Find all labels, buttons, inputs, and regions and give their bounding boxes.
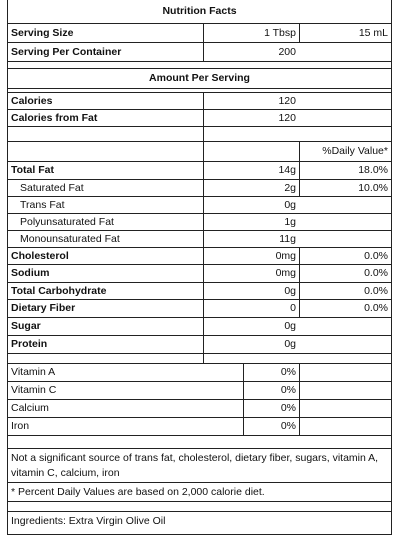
nutrient-row: [8, 283, 391, 300]
vitamin-row: [8, 418, 391, 436]
nutrient-daily-value: 0.0%: [299, 248, 391, 264]
vitamin-label: Vitamin A: [11, 366, 56, 379]
nutrient-label: Protein: [11, 338, 48, 351]
serving-size-label: Serving Size: [11, 26, 74, 39]
serving-size-row: [8, 24, 391, 43]
nutrient-amount: 0mg: [203, 265, 299, 282]
servings-per-container-value: 200: [203, 43, 299, 61]
serving-size-ml: 15 mL: [299, 24, 391, 42]
nutrient-row: [8, 214, 391, 231]
spacer-row: [8, 502, 391, 512]
nutrition-facts-table: [7, 0, 392, 535]
calories-row: [8, 93, 391, 110]
nutrient-row: [8, 162, 391, 180]
nutrient-label: Trans Fat: [20, 198, 65, 211]
calories-from-fat-label: Calories from Fat: [11, 111, 98, 124]
nutrient-amount: 14g: [203, 162, 299, 179]
nutrient-label: Sodium: [11, 267, 50, 280]
nutrient-amount: 0: [203, 300, 299, 317]
serving-size-tbsp: 1 Tbsp: [203, 24, 299, 42]
blank-cell: [299, 400, 391, 417]
nutrient-row: [8, 197, 391, 214]
amount-per-serving-row: [8, 69, 391, 89]
nutrient-row: [8, 248, 391, 265]
vitamin-percent: 0%: [243, 382, 299, 399]
amount-per-serving-heading: Amount Per Serving: [149, 72, 250, 85]
nutrient-label: Sugar: [11, 320, 41, 333]
nutrient-amount: 0g: [203, 197, 299, 213]
daily-value-header: %Daily Value*: [299, 142, 391, 161]
vitamin-row: [8, 364, 391, 382]
nutrient-amount: 0g: [203, 283, 299, 299]
nutrient-row: [8, 318, 391, 336]
blank-cell: [299, 364, 391, 381]
vitamin-row: [8, 382, 391, 400]
nutrient-label: Cholesterol: [11, 249, 69, 262]
vitamin-label: Iron: [11, 420, 30, 433]
nutrient-row: [8, 300, 391, 318]
nutrient-amount: 11g: [203, 231, 299, 247]
nutrient-label: Dietary Fiber: [11, 302, 76, 315]
ingredients-row: [8, 512, 391, 534]
nutrient-amount: 1g: [203, 214, 299, 230]
blank-cell: [203, 142, 299, 161]
nutrient-amount: 0g: [203, 318, 299, 335]
vitamin-row: [8, 400, 391, 418]
title-row: [8, 0, 391, 24]
servings-per-container-label: Serving Per Container: [11, 45, 122, 58]
footnote-row: [8, 483, 391, 502]
vitamin-percent: 0%: [243, 418, 299, 435]
ingredients-text: Ingredients: Extra Virgin Olive Oil: [11, 515, 166, 527]
nutrient-label: Total Fat: [11, 164, 54, 177]
daily-value-header-row: [8, 142, 391, 162]
nutrient-row: [8, 231, 391, 248]
nutrient-label: Monounsaturated Fat: [20, 232, 120, 245]
vitamin-percent: 0%: [243, 400, 299, 417]
blank-cell: [203, 127, 299, 141]
spacer-row: [8, 62, 391, 69]
servings-per-container-row: [8, 43, 391, 62]
blank-cell: [299, 382, 391, 399]
nutrient-amount: 2g: [203, 180, 299, 196]
nutrient-daily-value: 0.0%: [299, 265, 391, 282]
daily-value-footnote: * Percent Daily Values are based on 2,000 calorie diet.: [11, 486, 265, 498]
nutrient-daily-value: 0.0%: [299, 300, 391, 317]
nutrient-label: Saturated Fat: [20, 181, 84, 194]
blank-row: [8, 354, 391, 364]
nutrient-daily-value: 18.0%: [299, 162, 391, 179]
nutrient-amount: 0g: [203, 336, 299, 353]
nutrient-row: [8, 336, 391, 354]
nutrient-row: [8, 265, 391, 283]
nutrient-amount: 0mg: [203, 248, 299, 264]
blank-row: [8, 436, 391, 449]
nutrient-row: [8, 180, 391, 197]
calories-from-fat-row: [8, 110, 391, 127]
calories-value: 120: [203, 93, 299, 109]
vitamin-percent: 0%: [243, 364, 299, 381]
blank-cell: [299, 418, 391, 435]
nutrient-daily-value: 10.0%: [299, 180, 391, 196]
vitamin-label: Calcium: [11, 402, 49, 415]
calories-from-fat-value: 120: [203, 110, 299, 126]
vitamin-label: Vitamin C: [11, 384, 57, 397]
nutrient-daily-value: 0.0%: [299, 283, 391, 299]
nutrient-label: Polyunsaturated Fat: [20, 215, 114, 228]
nutrient-label: Total Carbohydrate: [11, 284, 107, 297]
not-significant-row: [8, 449, 391, 483]
nutrition-facts-title: Nutrition Facts: [162, 4, 237, 17]
blank-row: [8, 127, 391, 142]
not-significant-note: Not a significant source of trans fat, cholesterol, dietary fiber, sugars, vitamin A, vitamin C, calcium, iron: [11, 452, 379, 479]
calories-label: Calories: [11, 94, 53, 107]
blank-cell: [203, 354, 299, 363]
